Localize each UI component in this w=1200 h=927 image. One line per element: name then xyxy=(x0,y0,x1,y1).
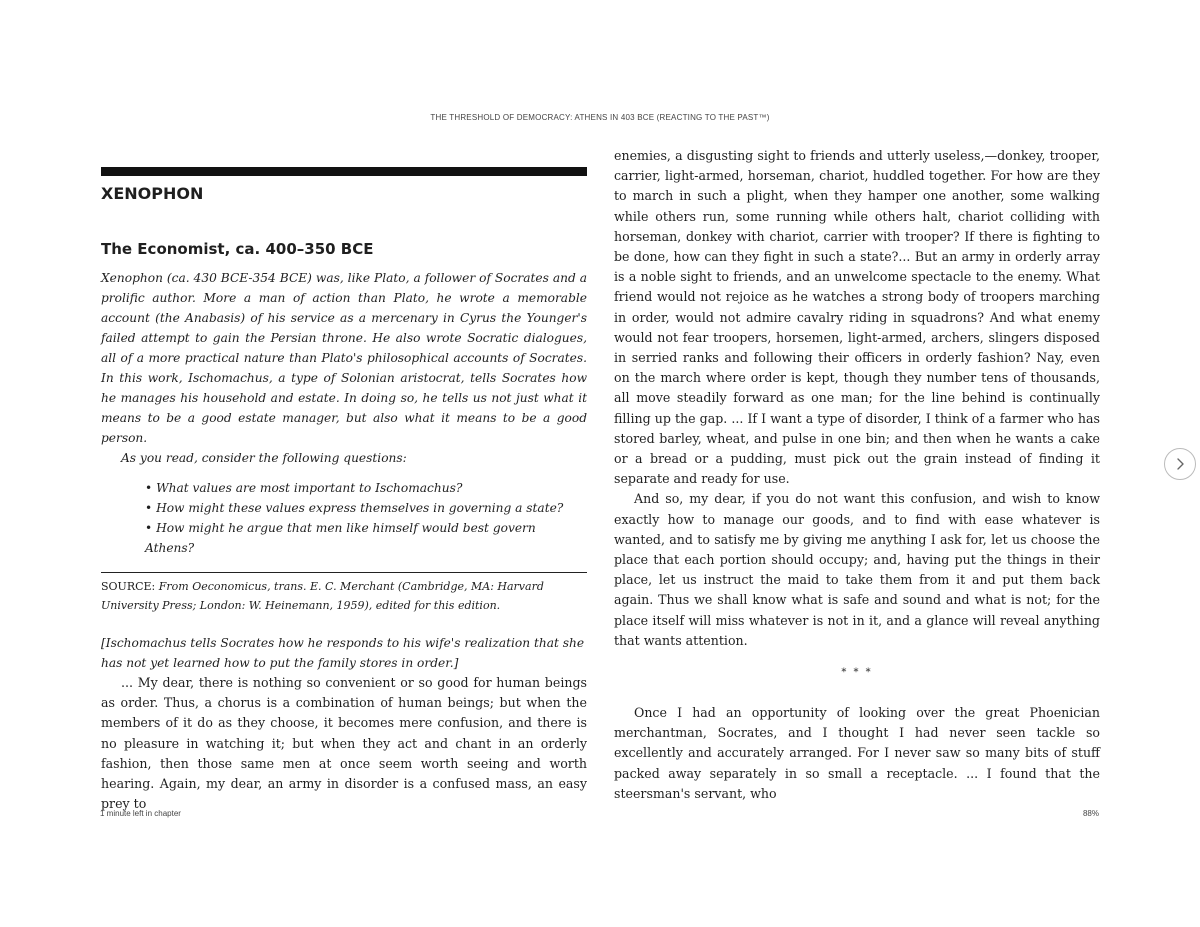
author-heading: XENOPHON xyxy=(101,184,204,203)
body-paragraph: And so, my dear, if you do not want this confusion, and wish to know exactly how to manage our goods, and to find with ease whatever is wanted, and to satisfy me by giving me anything I ask for, let us choose the place that each portion should occupy; and, having put the things in their place, let us instruct the maid to take them from it and put them back again. Thus we shall know what is safe and sound and what is not; for the place itself will miss whatever is not in it, and a glance will reveal anything that wants attention. xyxy=(614,491,1100,648)
intro-paragraph: Xenophon (ca. 430 BCE-354 BCE) was, like Plato, a follower of Socrates and a prolific author. More a man of action than Plato, he wrote a memorable account (the Anabasis) of his service as a mercenary in Cyrus the Younger's failed attempt to gain the Persian throne. He also wrote Socratic dialogues, all of a more practical nature than Plato's philosophical accounts of Socrates. In this work, Ischomachus, a type of Solonian aristocrat, tells Socrates how he manages his household and estate. In doing so, he tells us not just what it means to be a good estate manager, but also what it means to be a good person. xyxy=(101,271,587,445)
right-column xyxy=(614,146,1100,804)
question-item: • How might these values express themselves in governing a state? xyxy=(145,498,587,518)
left-column xyxy=(101,146,587,814)
next-page-button[interactable] xyxy=(1164,448,1196,480)
source-label: SOURCE: xyxy=(101,580,156,593)
body-paragraph: Once I had an opportunity of looking over the great Phoenician merchantman, Socrates, and I thought I had never seen tackle so excellently and accurately arranged. For I never saw so many bits of stuff packed away separately in so small a receptacle. ... I found that the steersman's servant, who xyxy=(614,705,1100,801)
body-paragraph: enemies, a disgusting sight to friends and utterly useless,—donkey, trooper, carrier, light-armed, horseman, chariot, huddled together. For how are they to march in such a plight, when they hamper one another, some walking while others run, some running while others halt, chariot colliding with horseman, donkey with chariot, carrier with trooper? If there is fighting to be done, how can they fight in such a state?... But an army in orderly array is a noble sight to friends, and an unwelcome spectacle to the enemy. What friend would not rejoice as he watches a strong body of troopers marching in order, would not admire cavalry riding in squadrons? And what enemy would not fear troopers, horsemen, light-armed, archers, slingers disposed in serried ranks and following their officers in orderly fashion? Nay, even on the march where order is kept, though they number tens of thousands, all move steadily forward as one man; for the line behind is continually filling up the gap. ... If I want a type of disorder, I think of a farmer who has stored barley, wheat, and pulse in one bin; and then when he wants a cake or a bread or a pudding, must pick out the grain instead of finding it separate and ready for use. xyxy=(614,148,1100,487)
work-title: The Economist, ca. 400–350 BCE xyxy=(101,240,374,258)
time-left-indicator: 1 minute left in chapter xyxy=(100,809,181,818)
question-list xyxy=(101,478,587,558)
progress-percent: 88% xyxy=(1082,809,1099,818)
source-citation xyxy=(101,577,587,615)
question-item: • What values are most important to Ischomachus? xyxy=(145,478,587,498)
source-rule xyxy=(101,572,587,573)
section-separator: * * * xyxy=(841,667,873,679)
question-item: • How might he argue that men like himself would best govern Athens? xyxy=(145,518,587,558)
reading-prompt: As you read, consider the following questions: xyxy=(121,451,407,465)
source-text: From Oeconomicus, trans. E. C. Merchant (Cambridge, MA: Harvard University Press; London: W. Heinemann, 1959), edited for this edition. xyxy=(101,580,544,612)
section-rule xyxy=(101,167,587,176)
running-head: THE THRESHOLD OF DEMOCRACY: ATHENS IN 403 BCE (REACTING TO THE PAST™) xyxy=(430,113,770,122)
chevron-right-icon xyxy=(1173,457,1187,471)
body-paragraph: ... My dear, there is nothing so convenient or so good for human beings as order. Thus, a chorus is a combination of human beings; but when the members of it do as they choose, it becomes mere confusion, and there is no pleasure in watching it; but when they act and chant in an orderly fashion, then those same men at once seem worth seeing and worth hearing. Again, my dear, an army in disorder is a confused mass, an easy prey to xyxy=(101,675,587,812)
editor-note: [Ischomachus tells Socrates how he responds to his wife's realization that she has not yet learned how to put the family stores in order.] xyxy=(101,636,585,670)
